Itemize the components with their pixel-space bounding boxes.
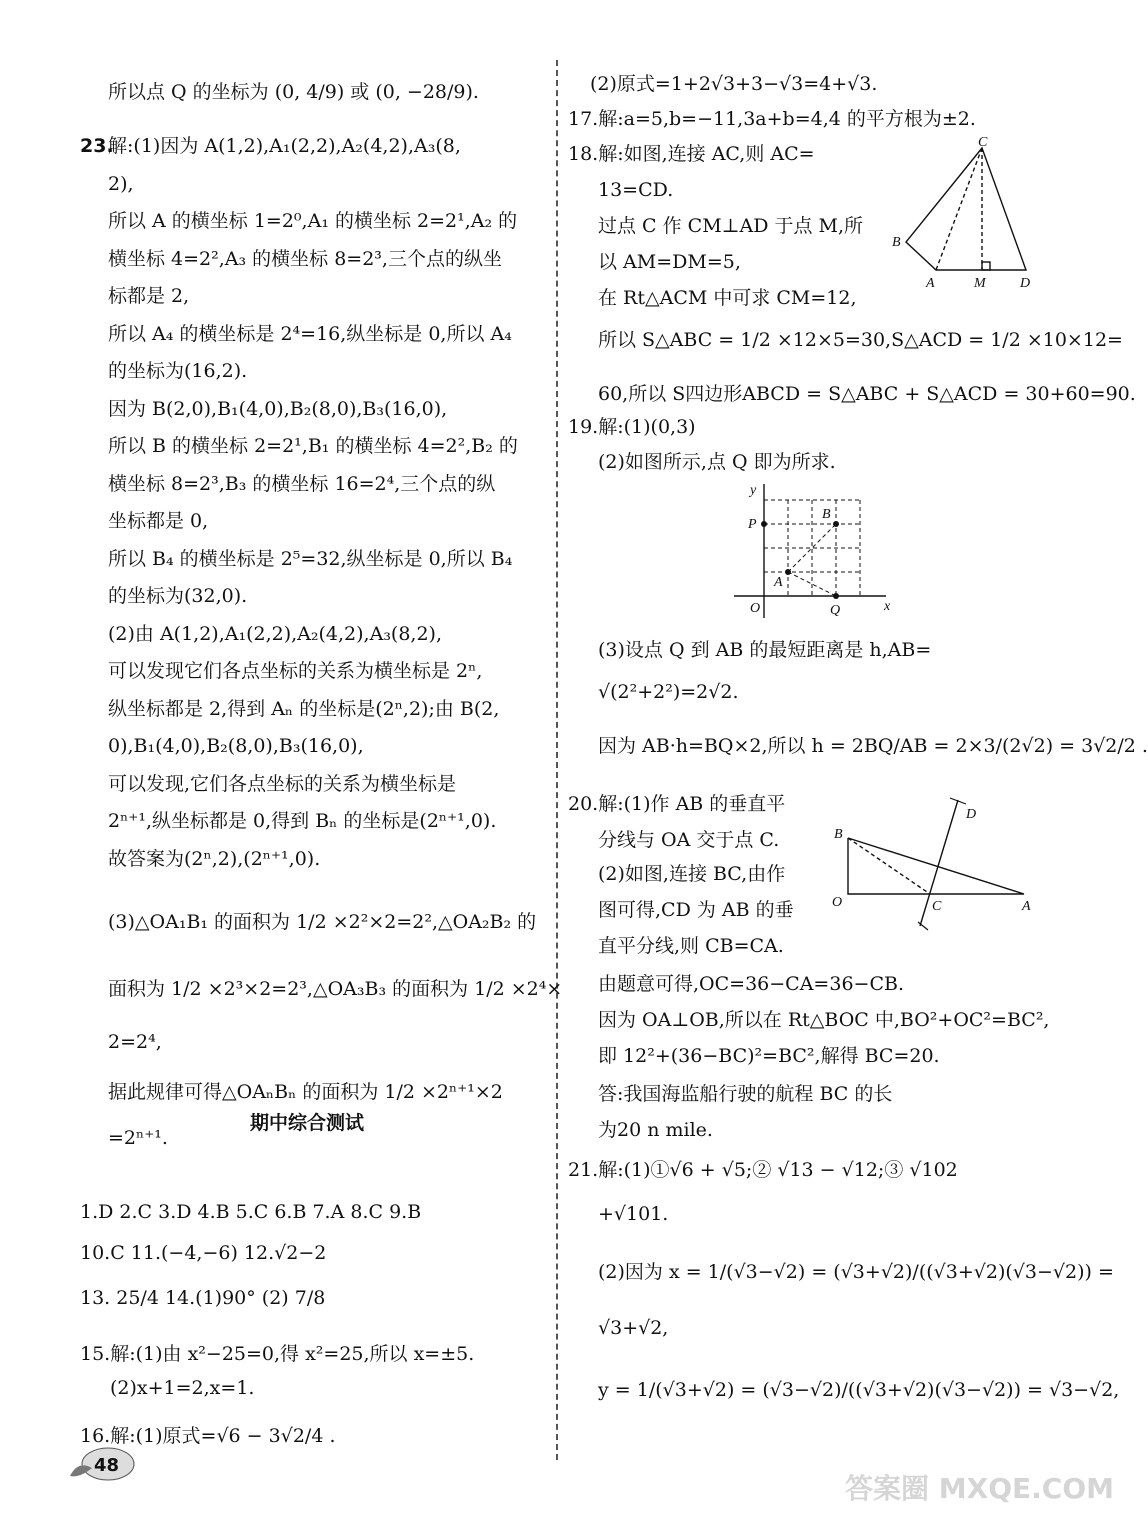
mc-answers-row1: 1.D 2.C 3.D 4.B 5.C 6.B 7.A 8.C 9.B xyxy=(80,1201,422,1223)
q21-line1: 21.解:(1)①√6 + √5;② √13 − √12;③ √102 xyxy=(568,1159,958,1181)
column-divider xyxy=(556,60,558,1460)
label-m: M xyxy=(974,276,986,291)
q23-line-6: 所以 A₄ 的横坐标是 2⁴=16,纵坐标是 0,所以 A₄ xyxy=(108,322,512,345)
q19-part2: (2)如图所示,点 Q 即为所求. xyxy=(598,451,836,473)
q23-line-19: 2ⁿ⁺¹,纵坐标都是 0,得到 Bₙ 的坐标是(2ⁿ⁺¹,0). xyxy=(108,810,497,832)
label-a: A xyxy=(774,575,783,590)
q23-part3-line2: 面积为 1/2 ×2³×2=2³,△OA₃B₃ 的面积为 1/2 ×2⁴× xyxy=(108,978,563,1000)
label-y: y xyxy=(750,483,757,498)
q19-figure xyxy=(726,478,896,626)
point-a xyxy=(785,569,791,575)
right-angle-mark xyxy=(982,262,990,270)
q21-line2: +√101. xyxy=(598,1203,669,1225)
point-b xyxy=(833,521,839,527)
q18-area-line2: 60,所以 S四边形ABCD = S△ABC + S△ACD = 30+60=90. xyxy=(598,383,1136,405)
label-p: P xyxy=(748,517,757,532)
q19-part3-line3: 因为 AB·h=BQ×2,所以 h = 2BQ/AB = 2×3/(2√2) = 3√2/2 . xyxy=(598,735,1148,757)
q17-answer: 17.解:a=5,b=−11,3a+b=4,4 的平方根为±2. xyxy=(568,108,976,130)
q20-line-10: 为20 n mile. xyxy=(598,1119,713,1141)
q23-line-1: 解:(1)因为 A(1,2),A₁(2,2),A₂(4,2),A₃(8, xyxy=(108,135,461,157)
q18-line-5: 在 Rt△ACM 中可求 CM=12, xyxy=(598,287,857,309)
label-o: O xyxy=(750,601,761,616)
q23-line-16: 纵坐标都是 2,得到 Aₙ 的坐标是(2ⁿ,2);由 B(2, xyxy=(108,697,500,720)
q23-line-17: 0),B₁(4,0),B₂(8,0),B₃(16,0), xyxy=(108,735,364,757)
mc-answers-row3: 13. 25/4 14.(1)90° (2) 7/8 xyxy=(80,1287,326,1309)
quadrilateral-abcd xyxy=(906,148,1026,270)
q18-area-line1: 所以 S△ABC = 1/2 ×12×5=30,S△ACD = 1/2 ×10×12= xyxy=(598,329,1123,351)
label-x: x xyxy=(884,599,891,614)
q20-figure xyxy=(826,790,1036,940)
q23-line-15: 可以发现它们各点坐标的关系为横坐标是 2ⁿ, xyxy=(108,660,483,682)
q16-part2: (2)原式=1+2√3+3−√3=4+√3. xyxy=(590,73,878,95)
q18-line-3: 过点 C 作 CM⊥AD 于点 M,所 xyxy=(598,215,864,237)
q23-part3-line3: 2=2⁴, xyxy=(108,1031,162,1053)
q23-part3-line4: 据此规律可得△OAₙBₙ 的面积为 1/2 ×2ⁿ⁺¹×2 xyxy=(108,1081,503,1103)
page-number: 48 xyxy=(94,1455,120,1476)
label-d: D xyxy=(966,807,977,822)
q19-part3-line1: (3)设点 Q 到 AB 的最短距离是 h,AB= xyxy=(598,639,932,661)
q18-line-4: 以 AM=DM=5, xyxy=(598,251,741,273)
q23-line-20: 故答案为(2ⁿ,2),(2ⁿ⁺¹,0). xyxy=(108,847,321,870)
q18-figure xyxy=(886,134,1036,292)
label-d: D xyxy=(1020,276,1031,291)
q23-line-9: 所以 B 的横坐标 2=2¹,B₁ 的横坐标 4=2²,B₂ 的 xyxy=(108,435,518,457)
q18-line-1: 18.解:如图,连接 AC,则 AC= xyxy=(568,143,815,165)
q20-line-9: 答:我国海监船行驶的航程 BC 的长 xyxy=(598,1083,893,1105)
q23-line-8: 因为 B(2,0),B₁(4,0),B₂(8,0),B₃(16,0), xyxy=(108,397,448,420)
segment-bc xyxy=(848,838,930,894)
q23-part3-line1: (3)△OA₁B₁ 的面积为 1/2 ×2²×2=2²,△OA₂B₂ 的 xyxy=(108,911,537,933)
q20-line-7: 因为 OA⊥OB,所以在 Rt△BOC 中,BO²+OC²=BC², xyxy=(598,1009,1050,1031)
q21-line4: √3+√2, xyxy=(598,1317,669,1339)
watermark-logo xyxy=(839,1438,1114,1528)
q21-line3: (2)因为 x = 1/(√3−√2) = (√3+√2)/((√3+√2)(√3−√2)) = xyxy=(598,1261,1114,1283)
q23-part3-line5: =2ⁿ⁺¹. xyxy=(108,1127,168,1149)
watermark-text: 答案圈 MXQE.COM xyxy=(845,1472,1114,1505)
q20-line-3: (2)如图,连接 BC,由作 xyxy=(598,863,786,885)
q20-line-5: 直平分线,则 CB=CA. xyxy=(598,935,784,957)
q21-line5: y = 1/(√3+√2) = (√3−√2)/((√3+√2)(√3−√2)) = √3−√2, xyxy=(598,1379,1120,1401)
q23-line-10: 横坐标 8=2³,B₃ 的横坐标 16=2⁴,三个点的纵 xyxy=(108,472,496,495)
q16-line1: 16.解:(1)原式=√6 − 3√2/4 . xyxy=(80,1425,336,1447)
q23-line-5: 标都是 2, xyxy=(108,285,190,307)
q23-line-12: 所以 B₄ 的横坐标是 2⁵=32,纵坐标是 0,所以 B₄ xyxy=(108,547,513,570)
q20-line-8: 即 12²+(36−BC)²=BC²,解得 BC=20. xyxy=(598,1045,940,1067)
mc-answers-row2: 10.C 11.(−4,−6) 12.√2−2 xyxy=(80,1242,327,1264)
q23-line-14: (2)由 A(1,2),A₁(2,2),A₂(4,2),A₃(8,2), xyxy=(108,622,443,645)
q19-part3-line2: √(2²+2²)=2√2. xyxy=(598,681,739,703)
q23-line-11: 坐标都是 0, xyxy=(108,510,209,532)
point-q xyxy=(833,593,839,599)
q23-line-4: 横坐标 4=2²,A₃ 的横坐标 8=2³,三个点的纵坐 xyxy=(108,247,502,270)
label-b: B xyxy=(892,235,901,250)
q20-line-2: 分线与 OA 交于点 C. xyxy=(598,829,780,851)
q23-line-2: 2), xyxy=(108,172,134,195)
point-p xyxy=(761,521,767,527)
label-q: Q xyxy=(830,603,841,618)
q19-part1: 19.解:(1)(0,3) xyxy=(568,416,696,438)
page-number-badge xyxy=(64,1440,140,1488)
q23-line-13: 的坐标为(32,0). xyxy=(108,585,248,607)
label-c: C xyxy=(932,899,942,914)
q23-line-7: 的坐标为(16,2). xyxy=(108,360,248,382)
q23-number: 23. xyxy=(80,135,114,157)
label-b: B xyxy=(834,827,843,842)
triangle-boa xyxy=(848,838,1024,894)
label-a: A xyxy=(926,276,935,291)
q20-line-6: 由题意可得,OC=36−CA=36−CB. xyxy=(598,973,904,995)
q23-line-18: 可以发现,它们各点坐标的关系为横坐标是 xyxy=(108,772,457,795)
label-a: A xyxy=(1022,899,1031,914)
q18-line-2: 13=CD. xyxy=(598,179,674,201)
q20-line-4: 图可得,CD 为 AB 的垂 xyxy=(598,899,794,921)
q15-line2: (2)x+1=2,x=1. xyxy=(110,1377,255,1399)
q23-line-3: 所以 A 的横坐标 1=2⁰,A₁ 的横坐标 2=2¹,A₂ 的 xyxy=(108,210,518,232)
label-o: O xyxy=(832,895,843,910)
q20-line-1: 20.解:(1)作 AB 的垂直平 xyxy=(568,793,786,815)
q22-answer-line: 所以点 Q 的坐标为 (0, 4/9) 或 (0, −28/9). xyxy=(108,81,479,103)
q15-line1: 15.解:(1)由 x²−25=0,得 x²=25,所以 x=±5. xyxy=(80,1343,475,1365)
label-b: B xyxy=(822,507,831,522)
section-title: 期中综合测试 xyxy=(250,1112,365,1134)
label-c: C xyxy=(978,135,988,150)
diagonal-ac xyxy=(936,148,982,270)
